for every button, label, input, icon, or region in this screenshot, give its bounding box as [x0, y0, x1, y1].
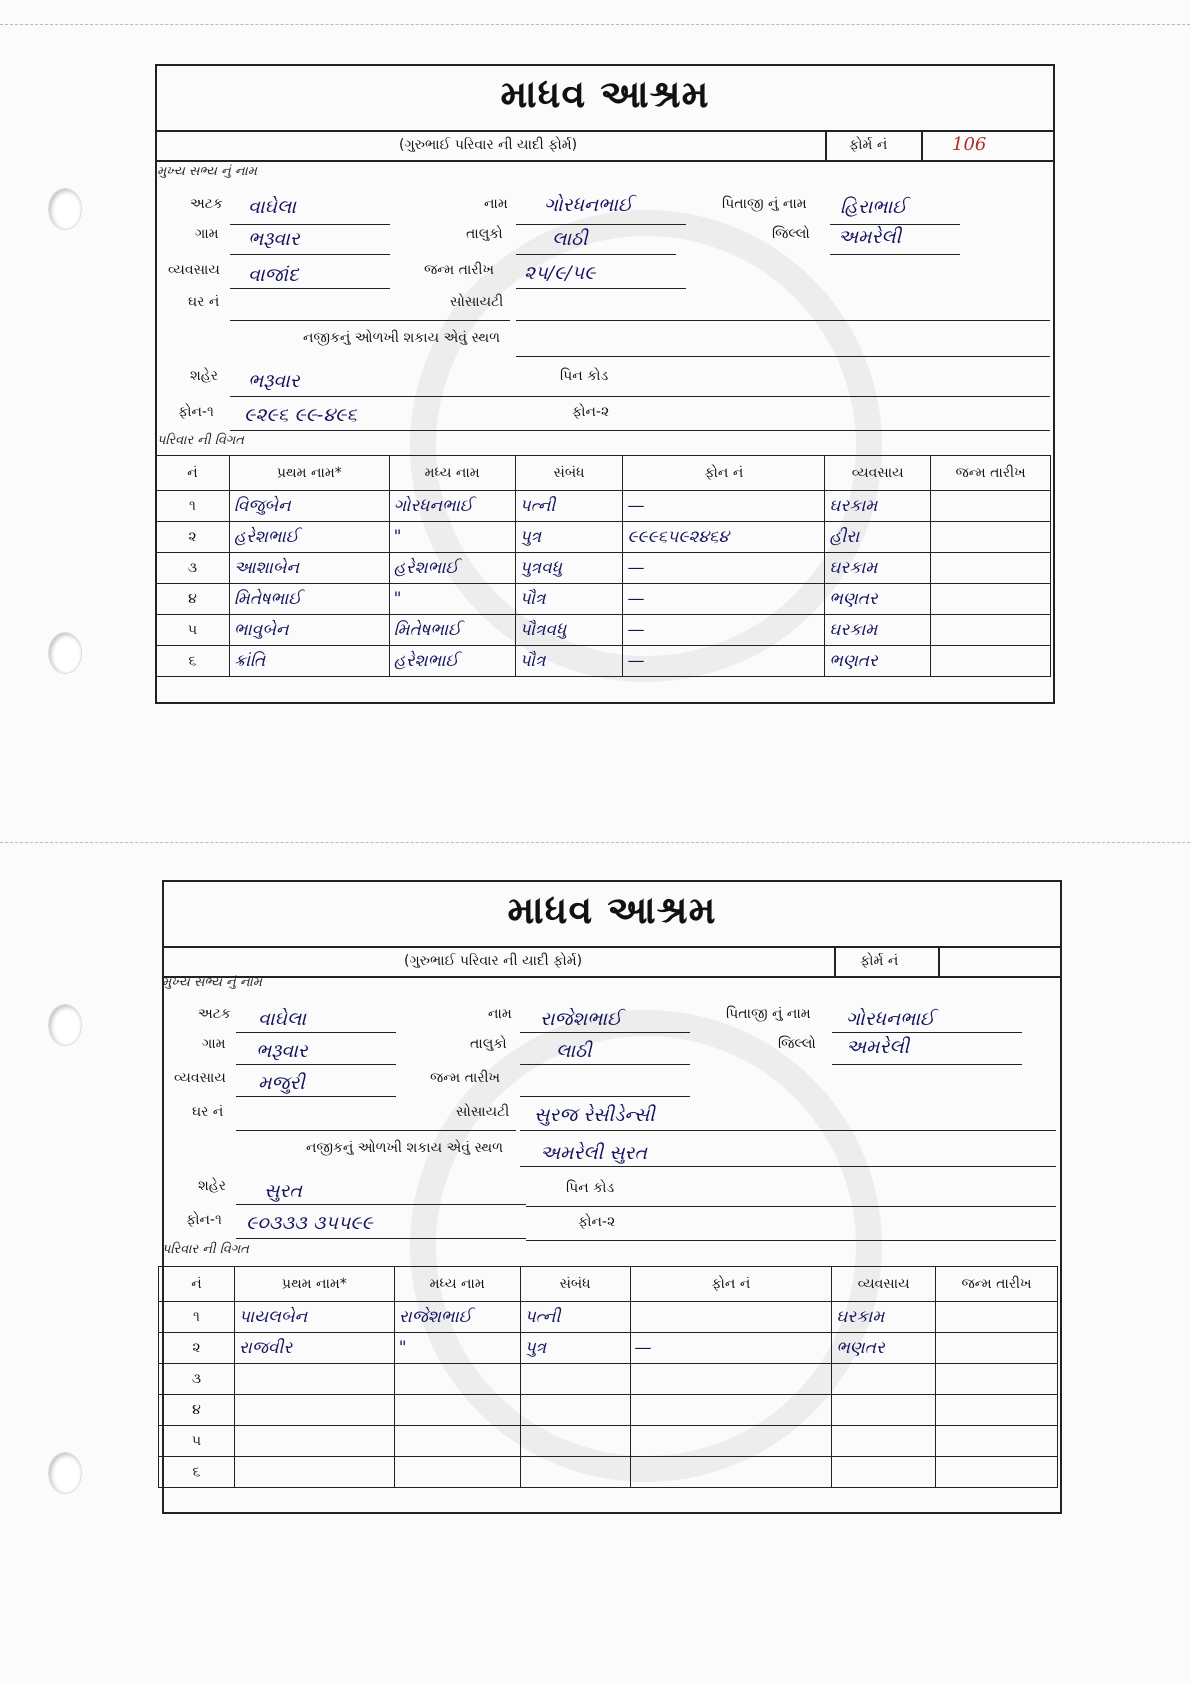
society-line	[520, 1130, 1056, 1131]
society-line	[516, 320, 1050, 321]
phone-cell: —	[623, 615, 825, 646]
relation-cell	[520, 1457, 630, 1488]
col-header-middle-name: મધ્ય નામ	[394, 1267, 520, 1302]
row-number: ૨	[159, 1333, 235, 1364]
district-line	[832, 1064, 1022, 1065]
family-details-label: પરિવાર ની વિગત	[162, 1242, 249, 1257]
first-name-cell: વિજુબેન	[229, 491, 389, 522]
phone-cell	[630, 1302, 832, 1333]
phone1-line	[230, 430, 520, 431]
first-name-cell: આશાબેન	[229, 553, 389, 584]
form-number-value: 106	[952, 134, 987, 155]
occupation-cell: ઘરકામ	[825, 491, 931, 522]
col-header-relation: સંબંધ	[520, 1267, 630, 1302]
table-row	[159, 1333, 1058, 1364]
taluka-value: લાઠી	[552, 228, 588, 250]
col-header-middle-name: મધ્ય નામ	[389, 456, 515, 491]
middle-name-cell: હરેશભાઈ	[389, 553, 515, 584]
phone1-value: ૯૦૩૩૩ ૩૫૫૯૯	[246, 1212, 373, 1234]
col-header-dob: જન્મ તારીખ	[936, 1267, 1058, 1302]
village-value: ભરૂવાર	[248, 228, 300, 250]
phone1-label: ફોન-૧	[178, 404, 214, 420]
occupation-cell	[832, 1364, 936, 1395]
first-name-cell	[234, 1426, 394, 1457]
house-no-label: ઘર નં	[192, 1104, 224, 1120]
middle-name-cell: "	[389, 522, 515, 553]
col-header-first-name: પ્રથમ નામ*	[234, 1267, 394, 1302]
relation-cell: પુત્રવધુ	[515, 553, 623, 584]
form-number-label: ફોર્મ નં	[849, 137, 888, 153]
landmark-line	[516, 356, 1050, 357]
row-number: ૩	[156, 553, 230, 584]
table-row	[159, 1302, 1058, 1333]
relation-cell	[520, 1426, 630, 1457]
phone-cell	[630, 1426, 832, 1457]
city-value: સુરત	[264, 1180, 302, 1202]
occupation-line	[230, 288, 390, 289]
row-number: ૫	[159, 1426, 235, 1457]
house-no-line	[236, 1130, 516, 1131]
city-line	[230, 396, 520, 397]
middle-name-cell: હરેશભાઈ	[389, 646, 515, 677]
phone-cell: —	[623, 491, 825, 522]
middle-name-cell: ગોરધનભાઈ	[389, 491, 515, 522]
table-row	[156, 522, 1051, 553]
dob-cell	[936, 1333, 1058, 1364]
dob-cell	[936, 1395, 1058, 1426]
form-number-label: ફોર્મ નં	[860, 953, 899, 969]
father-name-label: પિતાજી નું નામ	[722, 196, 807, 212]
form-subtitle: (ગુરુભાઈ પરિવાર ની યાદી ફોર્મ)	[404, 953, 583, 969]
dob-label: જન્મ તારીખ	[424, 262, 495, 278]
landmark-label: નજીકનું ઓળખી શકાય એવું સ્થળ	[306, 1140, 504, 1156]
divider	[921, 132, 923, 160]
name-label: નામ	[488, 1006, 512, 1022]
name-value: રાજેશભાઈ	[540, 1008, 622, 1030]
surname-label: અટક	[198, 1006, 231, 1022]
phone1-value: ૯૨૯૬ ૯૯-૪૯૬	[244, 404, 357, 426]
phone-cell: —	[630, 1333, 832, 1364]
form-subtitle: (ગુરુભાઈ પરિવાર ની યાદી ફોર્મ)	[399, 137, 578, 153]
dob-cell	[936, 1457, 1058, 1488]
relation-cell: પૌત્ર	[515, 646, 623, 677]
col-header-phone: ફોન નં	[623, 456, 825, 491]
middle-name-cell: રાજેશભાઈ	[394, 1302, 520, 1333]
society-value: સુરજ રેસીડેન્સી	[534, 1104, 655, 1126]
head-member-label: મુખ્ય સભ્ય નું નામ	[157, 164, 257, 179]
form-title: માધવ આશ્રમ	[500, 72, 710, 116]
punch-hole	[48, 1004, 82, 1046]
village-line	[236, 1064, 396, 1065]
table-row	[156, 491, 1051, 522]
relation-cell: પૌત્રવધુ	[515, 615, 623, 646]
city-value: ભરૂવાર	[248, 370, 300, 392]
pincode-label: પિન કોડ	[560, 368, 609, 384]
dob-cell	[931, 646, 1051, 677]
table-row	[156, 615, 1051, 646]
table-row	[159, 1395, 1058, 1426]
first-name-cell: પાયલબેન	[234, 1302, 394, 1333]
occupation-cell: ભણતર	[825, 584, 931, 615]
divider	[825, 132, 827, 160]
dob-line	[520, 1096, 690, 1097]
phone-cell: —	[623, 584, 825, 615]
table-row	[156, 553, 1051, 584]
society-label: સોસાયટી	[456, 1104, 510, 1120]
middle-name-cell	[394, 1426, 520, 1457]
table-row	[156, 584, 1051, 615]
first-name-cell: મિતેષભાઈ	[229, 584, 389, 615]
col-header-no: નં	[156, 456, 230, 491]
form-subtitle-row	[157, 130, 1053, 162]
middle-name-cell	[394, 1457, 520, 1488]
sheet-edge-middle	[0, 842, 1190, 843]
city-line	[236, 1204, 526, 1205]
phone-cell	[630, 1364, 832, 1395]
phone-cell	[630, 1395, 832, 1426]
first-name-cell: ક્રાંતિ	[229, 646, 389, 677]
col-header-first-name: પ્રથમ નામ*	[229, 456, 389, 491]
father-name-value: હિરાભાઈ	[840, 196, 907, 218]
occupation-cell	[832, 1426, 936, 1457]
table-row	[156, 646, 1051, 677]
middle-name-cell	[394, 1364, 520, 1395]
middle-name-cell: મિતેષભાઈ	[389, 615, 515, 646]
dob-cell	[931, 584, 1051, 615]
col-header-dob: જન્મ તારીખ	[931, 456, 1051, 491]
name-line	[520, 1032, 690, 1033]
row-number: ૬	[159, 1457, 235, 1488]
city-label: શહેર	[198, 1178, 226, 1194]
village-label: ગામ	[195, 226, 219, 242]
taluka-line	[516, 254, 676, 255]
occupation-cell: ઘરકામ	[832, 1302, 936, 1333]
occupation-label: વ્યવસાય	[168, 262, 220, 278]
phone1-label: ફોન-૧	[186, 1212, 222, 1228]
occupation-cell: હીરા	[825, 522, 931, 553]
taluka-line	[520, 1064, 690, 1065]
relation-cell: પત્ની	[520, 1302, 630, 1333]
occupation-label: વ્યવસાય	[174, 1070, 226, 1086]
divider	[938, 948, 940, 976]
occupation-cell: ઘરકામ	[825, 615, 931, 646]
surname-line	[230, 224, 390, 225]
row-number: ૪	[156, 584, 230, 615]
landmark-label: નજીકનું ઓળખી શકાય એવું સ્થળ	[303, 330, 501, 346]
name-value: ગોરધનભાઈ	[544, 194, 633, 216]
relation-cell: પત્ની	[515, 491, 623, 522]
first-name-cell	[234, 1457, 394, 1488]
phone2-line	[526, 1240, 1056, 1241]
pincode-line	[520, 396, 1050, 397]
phone2-label: ફોન-૨	[572, 404, 610, 420]
dob-line	[516, 288, 686, 289]
middle-name-cell	[394, 1395, 520, 1426]
father-name-line	[830, 224, 960, 225]
table-row	[159, 1364, 1058, 1395]
father-name-label: પિતાજી નું નામ	[726, 1006, 811, 1022]
occupation-cell: ભણતર	[825, 646, 931, 677]
col-header-no: નં	[159, 1267, 235, 1302]
first-name-cell: રાજવીર	[234, 1333, 394, 1364]
phone2-line	[520, 430, 1050, 431]
phone-cell: —	[623, 646, 825, 677]
dob-value: ૨૫/૯/૫૯	[524, 262, 596, 284]
taluka-label: તાલુકો	[470, 1036, 507, 1052]
family-table	[158, 1266, 1058, 1488]
dob-label: જન્મ તારીખ	[430, 1070, 501, 1086]
col-header-occupation: વ્યવસાય	[832, 1267, 936, 1302]
occupation-cell	[832, 1395, 936, 1426]
family-details-label: પરિવાર ની વિગત	[157, 433, 244, 448]
relation-cell: પુત્ર	[515, 522, 623, 553]
table-header-row	[159, 1267, 1058, 1302]
row-number: ૨	[156, 522, 230, 553]
phone-cell	[630, 1457, 832, 1488]
row-number: ૩	[159, 1364, 235, 1395]
phone2-label: ફોન-૨	[578, 1214, 616, 1230]
dob-cell	[936, 1426, 1058, 1457]
district-label: જિલ્લો	[778, 1036, 816, 1052]
divider	[834, 948, 836, 976]
relation-cell: પુત્ર	[520, 1333, 630, 1364]
relation-cell	[520, 1395, 630, 1426]
row-number: ૫	[156, 615, 230, 646]
col-header-relation: સંબંધ	[515, 456, 623, 491]
father-name-value: ગોરધનભાઈ	[846, 1008, 935, 1030]
relation-cell: પૌત્ર	[515, 584, 623, 615]
relation-cell	[520, 1364, 630, 1395]
head-member-label: મુખ્ય સભ્ય નું નામ	[162, 975, 262, 990]
form-subtitle-row	[164, 946, 1060, 978]
middle-name-cell: "	[394, 1333, 520, 1364]
punch-hole	[48, 1452, 82, 1494]
surname-value: વાઘેલા	[248, 196, 296, 218]
first-name-cell	[234, 1395, 394, 1426]
form-title: માધવ આશ્રમ	[507, 888, 717, 932]
name-line	[516, 224, 686, 225]
landmark-line	[520, 1166, 1056, 1167]
dob-cell	[931, 522, 1051, 553]
pincode-line	[526, 1206, 1056, 1207]
occupation-value: વાજાંદ	[248, 264, 299, 286]
surname-label: અટક	[190, 196, 223, 212]
district-label: જિલ્લો	[772, 226, 810, 242]
landmark-value: અમરેલી સુરત	[540, 1142, 647, 1164]
house-no-label: ઘર નં	[188, 294, 220, 310]
occupation-value: મજુરી	[258, 1072, 305, 1094]
name-label: નામ	[484, 196, 508, 212]
pincode-label: પિન કોડ	[566, 1180, 615, 1196]
surname-line	[236, 1032, 396, 1033]
dob-cell	[931, 491, 1051, 522]
family-table	[155, 455, 1051, 677]
occupation-cell: ભણતર	[832, 1333, 936, 1364]
dob-cell	[936, 1302, 1058, 1333]
taluka-value: લાઠી	[556, 1040, 592, 1062]
middle-name-cell: "	[389, 584, 515, 615]
punch-hole	[48, 632, 82, 674]
first-name-cell: હરેશભાઈ	[229, 522, 389, 553]
district-line	[830, 254, 960, 255]
row-number: ૪	[159, 1395, 235, 1426]
district-value: અમરેલી	[838, 226, 902, 248]
dob-cell	[931, 615, 1051, 646]
punch-hole	[48, 188, 82, 230]
row-number: ૬	[156, 646, 230, 677]
col-header-occupation: વ્યવસાય	[825, 456, 931, 491]
table-row	[159, 1426, 1058, 1457]
city-label: શહેર	[190, 368, 218, 384]
taluka-label: તાલુકો	[466, 226, 503, 242]
father-name-line	[832, 1032, 1022, 1033]
phone1-line	[236, 1238, 526, 1239]
village-line	[230, 254, 390, 255]
table-row	[159, 1457, 1058, 1488]
sheet-edge-top	[0, 24, 1190, 25]
phone-cell: ૯૯૯૬૫૯૨૪૬૪	[623, 522, 825, 553]
surname-value: વાઘેલા	[258, 1008, 306, 1030]
village-value: ભરૂવાર	[256, 1040, 308, 1062]
first-name-cell	[234, 1364, 394, 1395]
first-name-cell: ભાવુબેન	[229, 615, 389, 646]
house-no-line	[230, 320, 510, 321]
dob-cell	[931, 553, 1051, 584]
society-label: સોસાયટી	[450, 294, 504, 310]
occupation-cell	[832, 1457, 936, 1488]
col-header-phone: ફોન નં	[630, 1267, 832, 1302]
village-label: ગામ	[202, 1036, 226, 1052]
phone-cell: —	[623, 553, 825, 584]
occupation-line	[236, 1096, 396, 1097]
district-value: અમરેલી	[846, 1036, 910, 1058]
occupation-cell: ઘરકામ	[825, 553, 931, 584]
table-header-row	[156, 456, 1051, 491]
row-number: ૧	[156, 491, 230, 522]
row-number: ૧	[159, 1302, 235, 1333]
dob-cell	[936, 1364, 1058, 1395]
